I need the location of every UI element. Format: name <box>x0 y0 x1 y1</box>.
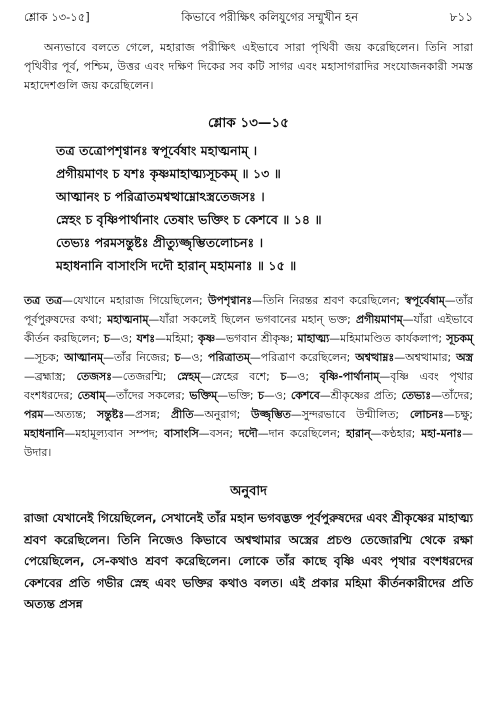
synonym-meaning: ভক্তি; <box>228 389 254 402</box>
synonym-meaning: অত্যন্ত; <box>54 408 87 421</box>
synonym-term: লোচনঃ <box>409 408 444 421</box>
synonym-meaning: মহিমা; <box>165 332 194 345</box>
synonym-term: মাহাত্ম্য <box>297 332 330 345</box>
synonym-term: পরম <box>24 408 44 421</box>
translation-heading: অনুবাদ <box>230 484 267 499</box>
synonym-meaning: তাঁর পূর্বপুরুষদের কথা; <box>24 294 473 326</box>
synonym-term: অশ্বত্থাম্নঃ <box>355 351 395 364</box>
synonym-term: তত্র তত্র <box>24 294 62 307</box>
synonym-meaning: ও; <box>191 351 204 364</box>
synonym-meaning: প্রসন্ন; <box>134 408 161 421</box>
synonym-meaning: ব্রহ্মাস্ত্র; <box>34 370 66 383</box>
synonym-term: মহা-মনাঃ <box>421 427 463 440</box>
synonym-term: ভক্তিম্ <box>189 389 218 402</box>
running-header <box>24 8 473 28</box>
verse-line: আত্মানং চ পরিত্রাতমশ্বত্থাম্নোঽস্ত্রতেজসঃ । <box>56 189 265 204</box>
synonym-term: স্নেহম্ <box>177 370 201 383</box>
synonym-meaning: যেখানে মহারাজ গিয়েছিলেন; <box>72 294 203 307</box>
synonym-term: হারান্ <box>346 427 371 440</box>
header-verse-reference: শ্লোক ১৩-১৫] <box>24 10 90 24</box>
synonym-meaning: অশ্বত্থামার; <box>405 351 452 364</box>
synonym-meaning: বৃষ্ণি এবং পৃথার বংশধরদের; <box>24 370 473 402</box>
translation-text: রাজা যেখানেই গিয়েছিলেন, সেখানেই তাঁর মহান ভগবদ্ভক্ত পূর্বপুরুষদের এবং শ্রীকৃষ্ণের মাহাত্ম্য শ্রবণ করেছিলেন। তিনি নিজেও কিভাবে অশ্বত্থামার অস্ত্রের প্রচণ্ড তেজোরশ্মি থেকে রক্ষা পেয়েছিলেন, সে-কথাও শ্রবণ করেছিলেন। লোকে তাঁর কাছে বৃষ্ণি এবং পৃথার বংশধরদের কেশবের প্রতি গভীর স্নেহ এবং ভক্তির কথাও বলত। এই প্রকার মহিমা কীর্তনকারীদের প্রতি অত্যন্ত প্রসন্ন <box>24 511 473 611</box>
synonym-term: বৃষ্ণি-পার্থানাম্ <box>319 370 380 383</box>
header-chapter-title: কিভাবে পরীক্ষিৎ কলিযুগের সম্মুখীন হন <box>181 10 359 24</box>
synonym-term: আত্মানম্ <box>64 351 104 364</box>
synonym-meaning: কণ্ঠহার; <box>381 427 416 440</box>
synonym-meaning: তাঁদের; <box>441 389 473 402</box>
synonym-term: সূচকম্ <box>446 332 473 345</box>
synonym-meaning: তাঁর নিজের; <box>114 351 170 364</box>
synonym-meaning: পরিত্রাণ করেছিলেন; <box>260 351 351 364</box>
synonym-term: উপশৃণ্বানঃ <box>207 294 253 307</box>
synonym-term: তেজসঃ <box>76 370 112 383</box>
synonym-meaning: সূচক; <box>34 351 60 364</box>
synonym-meaning: ও; <box>297 370 309 383</box>
verse-line: মহাধনানি বাসাংসি দদৌ হারান্ মহামনাঃ ॥ ১৫ ॥ <box>56 258 297 273</box>
synonym-meaning: মহিমামণ্ডিত কার্যকলাপ; <box>340 332 443 345</box>
synonym-term: প্রীতি <box>170 408 194 421</box>
synonym-term: অস্ত্র <box>456 351 474 364</box>
synonym-meaning: ও; <box>120 332 133 345</box>
synonym-meaning: মহামূল্যবান সম্পদ; <box>75 427 159 440</box>
synonym-term: চ <box>257 389 264 402</box>
synonym-meaning: যাঁরা সকলেই ছিলেন ভগবানের মহান্ ভক্ত; <box>159 313 351 326</box>
synonym-meaning: সুন্দরভাবে উন্মীলিত; <box>301 408 400 421</box>
synonym-term: উজ্জৃম্ভিত <box>251 408 291 421</box>
header-page-number: ৮১১ <box>449 10 473 24</box>
synonym-meaning: বসন; <box>209 427 233 440</box>
synonym-term: স্বপূর্বেষাম্ <box>405 294 445 307</box>
synonym-term: যশঃ <box>136 332 156 345</box>
synonym-meaning: যাঁরা এইভাবে কীর্তন করছিলেন; <box>24 313 474 345</box>
synonym-meaning: তিনি নিরন্তর শ্রবণ করেছিলেন; <box>262 294 400 307</box>
verse-line: তেভ্যঃ পরমসন্তুষ্টঃ প্রীত্যুজ্জৃম্ভিতলোচনঃ । <box>56 235 264 250</box>
synonym-term: বাসাংসি <box>164 427 199 440</box>
synonym-meaning: অনুরাগ; <box>204 408 241 421</box>
synonym-term: মহাধনানি <box>24 427 65 440</box>
synonym-term: চ <box>280 370 287 383</box>
synonym-term: চ <box>174 351 181 364</box>
synonym-meaning: উদার। <box>24 446 52 459</box>
sanskrit-verse <box>56 139 473 277</box>
verse-line: স্নেহং চ বৃষ্ণিপার্থানাং তেষাং ভক্তিং চ কেশবে ॥ ১৪ ॥ <box>56 212 322 227</box>
synonym-term: চ <box>103 332 110 345</box>
synonym-term: পরিত্রাতম্ <box>208 351 250 364</box>
synonym-meaning: চক্ষু; <box>454 408 473 421</box>
synonym-term: তেষাম্ <box>77 389 106 402</box>
synonym-meaning: ও; <box>274 389 287 402</box>
synonym-meaning: তাঁদের সকলের; <box>116 389 185 402</box>
synonym-meaning: স্নেহের বশে; <box>211 370 270 383</box>
synonym-term: দদৌ <box>238 427 258 440</box>
synonym-term: কেশবে <box>290 389 320 402</box>
synonym-meaning: দান করেছিলেন; <box>268 427 341 440</box>
verse-line: তত্র তত্রোপশৃণ্বানঃ স্বপূর্বেষাং মহাত্মনাম্ । <box>56 143 258 158</box>
synonym-term: কৃষ্ণ <box>197 332 216 345</box>
verse-heading: শ্লোক ১৩—১৫ <box>208 115 289 131</box>
word-for-word-synonyms: তত্র তত্র—যেখানে মহারাজ গিয়েছিলেন; উপশৃণ্বানঃ—তিনি নিরন্তর শ্রবণ করেছিলেন; স্বপূর্বেষাম্—তাঁর পূর্বপুরুষদের কথা; মহাত্মনাম্—যাঁরা সকলেই ছিলেন ভগবানের মহান্ ভক্ত; প্রগীয়মাণম্—যাঁরা এইভাবে কীর্তন করছিলেন; চ—ও; যশঃ—মহিমা; কৃষ্ণ—ভগবান শ্রীকৃষ্ণ; মাহাত্ম্য—মহিমামণ্ডিত কার্যকলাপ; সূচকম্—সূচক; আত্মানম্—তাঁর নিজের; চ—ও; পরিত্রাতম্—পরিত্রাণ করেছিলেন; অশ্বত্থাম্নঃ—অশ্বত্থামার; অস্ত্র—ব্রহ্মাস্ত্র; তেজসঃ—তেজরশ্মি; স্নেহম্—স্নেহের বশে; চ—ও; বৃষ্ণি-পার্থানাম্—বৃষ্ণি এবং পৃথার বংশধরদের; তেষাম্—তাঁদের সকলের; ভক্তিম্—ভক্তি; চ—ও; কেশবে—শ্রীকৃষ্ণের প্রতি; তেভ্যঃ—তাঁদের; পরম—অত্যন্ত; সন্তুষ্টঃ—প্রসন্ন; প্রীতি—অনুরাগ; উজ্জৃম্ভিত—সুন্দরভাবে উন্মীলিত; লোচনঃ—চক্ষু; মহাধনানি—মহামূল্যবান সম্পদ; বাসাংসি—বসন; দদৌ—দান করেছিলেন; হারান্—কণ্ঠহার; মহা-মনাঃ—উদার। <box>24 294 474 459</box>
synonym-term: সন্তুষ্টঃ <box>97 408 125 421</box>
synonym-meaning: ভগবান শ্রীকৃষ্ণ; <box>225 332 294 345</box>
synonym-meaning: শ্রীকৃষ্ণের প্রতি; <box>330 389 397 402</box>
intro-paragraph: অন্যভাবে বলতে গেলে, মহারাজ পরীক্ষিৎ এইভাবে সারা পৃথিবী জয় করেছিলেন। তিনি সারা পৃথিবীর পূর্ব, পশ্চিম, উত্তর এবং দক্ষিণ দিকের সব কটি সাগর এবং মহাসাগরাদির সংযোজনকারী সমস্ত মহাদেশগুলি জয় করেছিলেন। <box>24 41 473 92</box>
synonym-meaning: তেজরশ্মি; <box>122 370 167 383</box>
synonym-term: মহাত্মনাম্ <box>107 313 149 326</box>
synonym-term: প্রগীয়মাণম্ <box>356 313 403 326</box>
verse-line: প্রগীয়মাণং চ যশঃ কৃষ্ণমাহাত্ম্যসূচকম্ ॥ ১৩ ॥ <box>56 166 281 181</box>
synonym-term: তেভ্যঃ <box>401 389 432 402</box>
